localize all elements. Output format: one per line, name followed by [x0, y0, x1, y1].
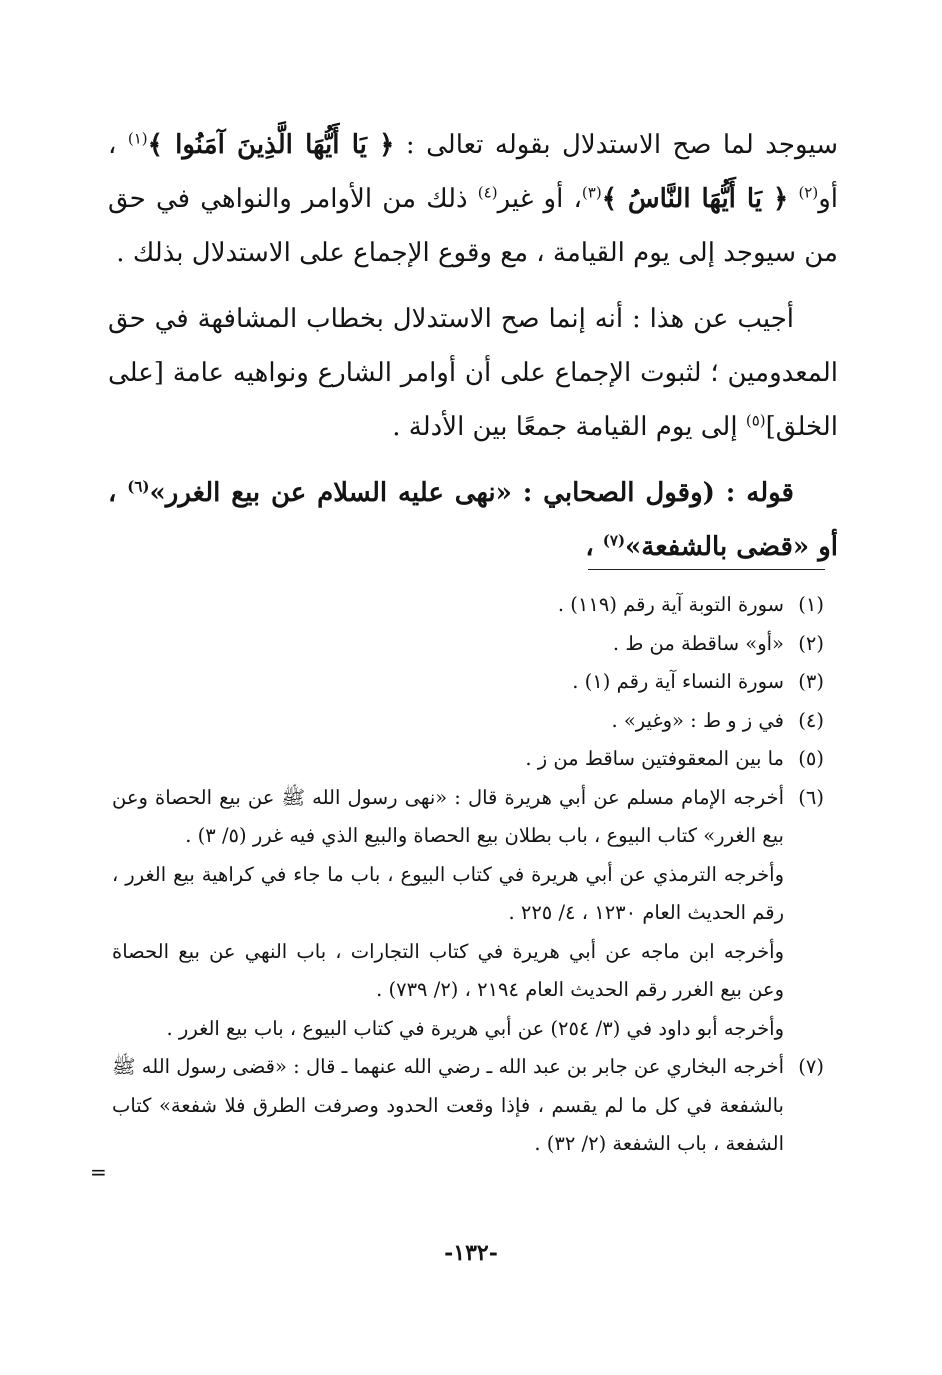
paragraph-1: [108, 118, 838, 280]
paragraph-3: [108, 466, 838, 574]
matn-quote: قوله : (وقول الصحابي : «نهى عليه السلام عن بيع الغرر»: [149, 478, 794, 508]
quran-quote: ﴿ يَا أَيُّهَا النَّاسُ ﴾: [601, 184, 789, 214]
footnote-number: (٥): [798, 747, 824, 770]
paragraph-text: ذلك من الأوامر والنواهي في حق من سيوجد إلى يوم القيامة ، مع وقوع الإجماع على الاستدلال بذلك .: [108, 184, 838, 268]
footnote-number: (٣): [798, 670, 824, 693]
paragraph-2: [108, 292, 838, 454]
footnote-ref[interactable]: (٢): [798, 183, 819, 202]
paragraph-text: سيوجد لما صح الاستدلال بقوله تعالى :: [394, 130, 839, 160]
paragraph-text: ، أو: [108, 130, 838, 214]
footnote-body: [112, 586, 784, 625]
footnote-number: (٧): [798, 1055, 824, 1078]
footnote-number: (٦): [798, 785, 824, 809]
footnote-item: [112, 586, 824, 625]
footnote-item: [112, 663, 824, 702]
footnote-body: [112, 779, 784, 1049]
footnote-body: [112, 740, 784, 779]
paragraph-text: إلى يوم القيامة جمعًا بين الأدلة .: [392, 412, 746, 442]
footnote-line: «أو» ساقطة من ط .: [612, 631, 784, 655]
footnote-number: (١): [798, 593, 824, 616]
footnote-line: في ز و ط : «وغير» .: [611, 708, 784, 732]
footnote-ref[interactable]: (٧): [602, 531, 626, 550]
footnote-line: وأخرجه ابن ماجه عن أبي هريرة في كتاب التجارات ، باب النهي عن بيع الحصاة وعن بيع الغرر رقم الحديث العام ٢١٩٤ ، (٢/ ٧٣٩) .: [112, 939, 784, 1001]
paragraph-text: أجيب عن هذا : أنه إنما صح الاستدلال بخطاب المشافهة في حق المعدومين ؛ لثبوت الإجماع على أن أوامر الشارع ونواهيه عامة [على الخلق]: [108, 304, 838, 442]
footnote-ref[interactable]: (٦): [127, 477, 150, 496]
paragraph-text: [788, 184, 798, 214]
footnote-body: [112, 1048, 784, 1164]
quran-quote: ﴿ يَا أَيُّهَا الَّذِينَ آمَنُوا ﴾: [147, 130, 395, 160]
footnote-body: [112, 702, 784, 741]
page-number: -١٣٢-: [444, 1240, 498, 1266]
footnote-line: وأخرجه أبو داود في (٣/ ٢٥٤) عن أبي هريرة في كتاب البيوع ، باب بيع الغرر .: [166, 1016, 784, 1040]
paragraph-text: ،: [585, 532, 603, 562]
matn-quote: ، أو «قضى بالشفعة»: [108, 478, 838, 562]
footnote-item: [112, 1048, 824, 1164]
footnotes-section: [112, 586, 824, 1164]
footnote-ref[interactable]: (٤): [477, 183, 498, 202]
footnote-line: وأخرجه الترمذي عن أبي هريرة في كتاب البيوع ، باب ما جاء في كراهية بيع الغرر ، رقم الحديث العام ١٢٣٠ ، ٤/ ٢٢٥ .: [112, 862, 784, 924]
footnote-line: أخرجه الإمام مسلم عن أبي هريرة قال : «نهى رسول الله ﷺ عن بيع الحصاة وعن بيع الغرر» كتاب البيوع ، باب بطلان بيع الحصاة والبيع الذي فيه غرر (٥/ ٣) .: [112, 785, 784, 847]
footnote-item: [112, 740, 824, 779]
footnote-line: ما بين المعقوفتين ساقط من ز .: [525, 747, 784, 770]
paragraph-text: ، أو غير: [497, 184, 582, 214]
footnote-line: أخرجه البخاري عن جابر بن عبد الله ـ رضي الله عنهما ـ قال : «قضى رسول الله ﷺ بالشفعة في كل ما لم يقسم ، فإذا وقعت الحدود وصرفت الطرق فلا شفعة» كتاب الشفعة ، باب الشفعة (٢/ ٣٢) .: [112, 1055, 784, 1155]
footnote-ref[interactable]: (٣): [581, 183, 602, 202]
footnote-ref[interactable]: (٥): [745, 411, 766, 430]
footnote-item: [112, 702, 824, 741]
footnote-ref[interactable]: (١): [127, 129, 148, 148]
footnote-divider: [588, 569, 825, 570]
footnote-line: سورة النساء آية رقم (١) .: [572, 670, 784, 693]
continued-mark: =: [90, 1160, 107, 1184]
main-text: [108, 118, 838, 586]
footnote-line: سورة التوبة آية رقم (١١٩) .: [557, 593, 784, 616]
footnote-body: [112, 625, 784, 664]
footnote-number: (٢): [798, 631, 824, 655]
footnote-item: [112, 625, 824, 664]
footnote-number: (٤): [798, 708, 824, 732]
footnote-item: [112, 779, 824, 1049]
footnote-body: [112, 663, 784, 702]
